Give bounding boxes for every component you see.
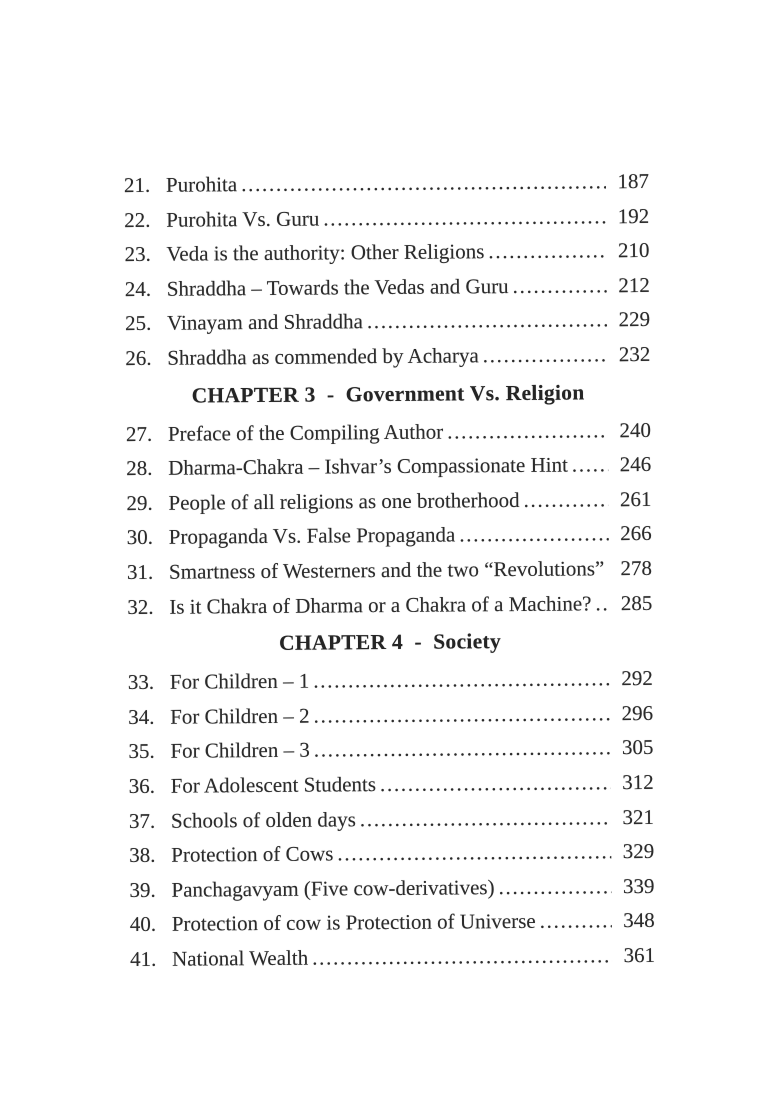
table-of-contents: [124, 164, 655, 977]
toc-entry-number: 26.: [125, 345, 152, 371]
dot-leader: [314, 731, 611, 768]
toc-entry-page: 348: [623, 908, 655, 933]
toc-entry-number: 34.: [128, 704, 155, 729]
dot-leader: [498, 869, 611, 904]
toc-entry-number: 37.: [128, 808, 156, 833]
dot-leader: [313, 661, 610, 698]
toc-entry-number: 39.: [129, 877, 156, 902]
toc-entry-title: Veda is the authority: Other Religions: [166, 239, 485, 266]
toc-entry: [129, 799, 654, 838]
toc-entry: [124, 199, 649, 238]
toc-entry-number: 22.: [124, 207, 151, 232]
toc-entry-page: 212: [618, 272, 650, 297]
toc-entry-page: 261: [619, 486, 652, 511]
toc-entry-title: For Children – 2: [170, 703, 310, 729]
toc-entry-title: For Children – 1: [169, 668, 310, 694]
toc-entry-page: 210: [617, 238, 650, 263]
toc-entry: [128, 730, 653, 769]
toc-entry-title: Schools of olden days: [170, 806, 356, 833]
dot-leader: [459, 517, 609, 553]
toc-entry: [129, 869, 654, 908]
toc-entry-title: Vinayam and Shraddha: [166, 309, 363, 336]
toc-entry: [127, 585, 652, 624]
toc-entry: [126, 447, 651, 486]
toc-entry-title: Preface of the Compiling Author: [167, 419, 444, 446]
toc-entry: [125, 268, 650, 307]
dot-leader: [512, 268, 606, 303]
toc-entry-page: 305: [621, 735, 654, 760]
toc-entry-number: 36.: [128, 773, 156, 798]
dot-leader: [488, 233, 606, 269]
toc-entry: [124, 233, 649, 272]
toc-entry-title: Protection of Cows: [171, 841, 334, 867]
toc-entry: [124, 164, 649, 203]
dot-leader: [313, 696, 610, 733]
dot-leader: [323, 199, 606, 236]
toc-entry-page: 296: [621, 700, 654, 725]
toc-entry-page: 339: [622, 873, 655, 898]
toc-entry-title: National Wealth: [171, 945, 309, 971]
toc-entry-number: 31.: [126, 559, 154, 584]
toc-entry: [128, 661, 653, 700]
toc-entry-page: 312: [622, 769, 654, 795]
toc-entry-title: Is it Chakra of Dharma or a Chakra of a Machine?: [169, 590, 592, 619]
dot-leader: [241, 164, 606, 201]
toc-entry-page: 329: [622, 839, 655, 864]
toc-entry: [129, 765, 654, 804]
toc-entry: [130, 903, 655, 942]
dot-leader: [523, 482, 608, 517]
toc-entry-page: 192: [617, 203, 650, 228]
toc-entry-page: 232: [618, 341, 651, 367]
chapter-heading: CHAPTER 4 - Society: [279, 629, 502, 655]
dot-leader: [572, 447, 609, 482]
toc-entry-title: Shraddha – Towards the Vedas and Guru: [166, 273, 509, 301]
dot-leader: [447, 413, 608, 449]
toc-entry-title: For Children – 3: [170, 737, 310, 764]
dot-leader: [312, 938, 612, 975]
toc-entry-page: 285: [620, 590, 653, 615]
toc-entry-title: Dharma-Chakra – Ishvar’s Compassionate Hint: [168, 452, 568, 480]
toc-entry-number: 33.: [127, 669, 155, 695]
toc-entry-number: 25.: [124, 311, 152, 336]
toc-entry-page: 361: [623, 942, 656, 968]
toc-entry-title: Shraddha as commended by Acharya: [167, 343, 479, 370]
toc-entry-page: 187: [617, 168, 650, 194]
toc-entry-title: Protection of cow is Protection of Universe: [171, 909, 536, 937]
toc-entry-page: 240: [619, 417, 651, 442]
toc-entry-number: 41.: [129, 946, 157, 971]
toc-entry-title: Propaganda Vs. False Propaganda: [168, 522, 456, 550]
toc-entry-number: 35.: [128, 739, 155, 764]
toc-entry-page: 321: [622, 804, 655, 829]
toc-entry: [126, 482, 651, 521]
toc-entry-page: 278: [620, 555, 653, 581]
toc-entry-title: People of all religions as one brotherhood: [168, 487, 520, 515]
toc-entry-page: 229: [618, 307, 651, 332]
toc-entry-title: Purohita: [165, 172, 238, 197]
toc-entry: [125, 337, 650, 376]
toc-entry: [130, 938, 655, 977]
toc-entry-title: Panchagavyam (Five cow-derivatives): [171, 874, 495, 902]
toc-entry-number: 29.: [126, 490, 153, 515]
toc-entry-number: 24.: [124, 276, 152, 301]
dot-leader: [483, 337, 608, 373]
toc-entry-number: 28.: [126, 456, 153, 481]
toc-entry-number: 38.: [129, 842, 156, 868]
toc-entry-number: 23.: [124, 242, 151, 267]
dot-leader: [595, 586, 609, 621]
toc-entry-title: For Adolescent Students: [170, 772, 377, 798]
dot-leader: [540, 904, 612, 939]
toc-entry: [126, 413, 651, 452]
toc-entry-number: 27.: [125, 421, 153, 446]
toc-entry-title: Smartness of Westerners and the two “Revolutions”: [168, 556, 605, 584]
toc-entry-page: 292: [621, 666, 653, 691]
toc-entry-number: 40.: [129, 912, 157, 937]
toc-entry: [129, 834, 654, 873]
toc-entry-number: 21.: [123, 172, 151, 198]
toc-entry: [127, 551, 652, 590]
toc-entry-number: 32.: [127, 594, 154, 619]
toc-entry: [125, 302, 650, 341]
toc-entry-number: 30.: [126, 525, 154, 550]
toc-entry-title: Purohita Vs. Guru: [166, 206, 320, 232]
toc-entry: [127, 516, 652, 555]
toc-entry: [128, 696, 653, 735]
toc-entry-page: 246: [619, 452, 652, 477]
dot-leader: [367, 303, 607, 339]
dot-leader: [608, 551, 609, 586]
chapter-heading: CHAPTER 3 - Government Vs. Religion: [191, 380, 585, 408]
dot-leader: [360, 800, 611, 837]
dot-leader: [337, 834, 611, 871]
toc-entry-page: 266: [620, 521, 652, 546]
dot-leader: [380, 765, 611, 801]
